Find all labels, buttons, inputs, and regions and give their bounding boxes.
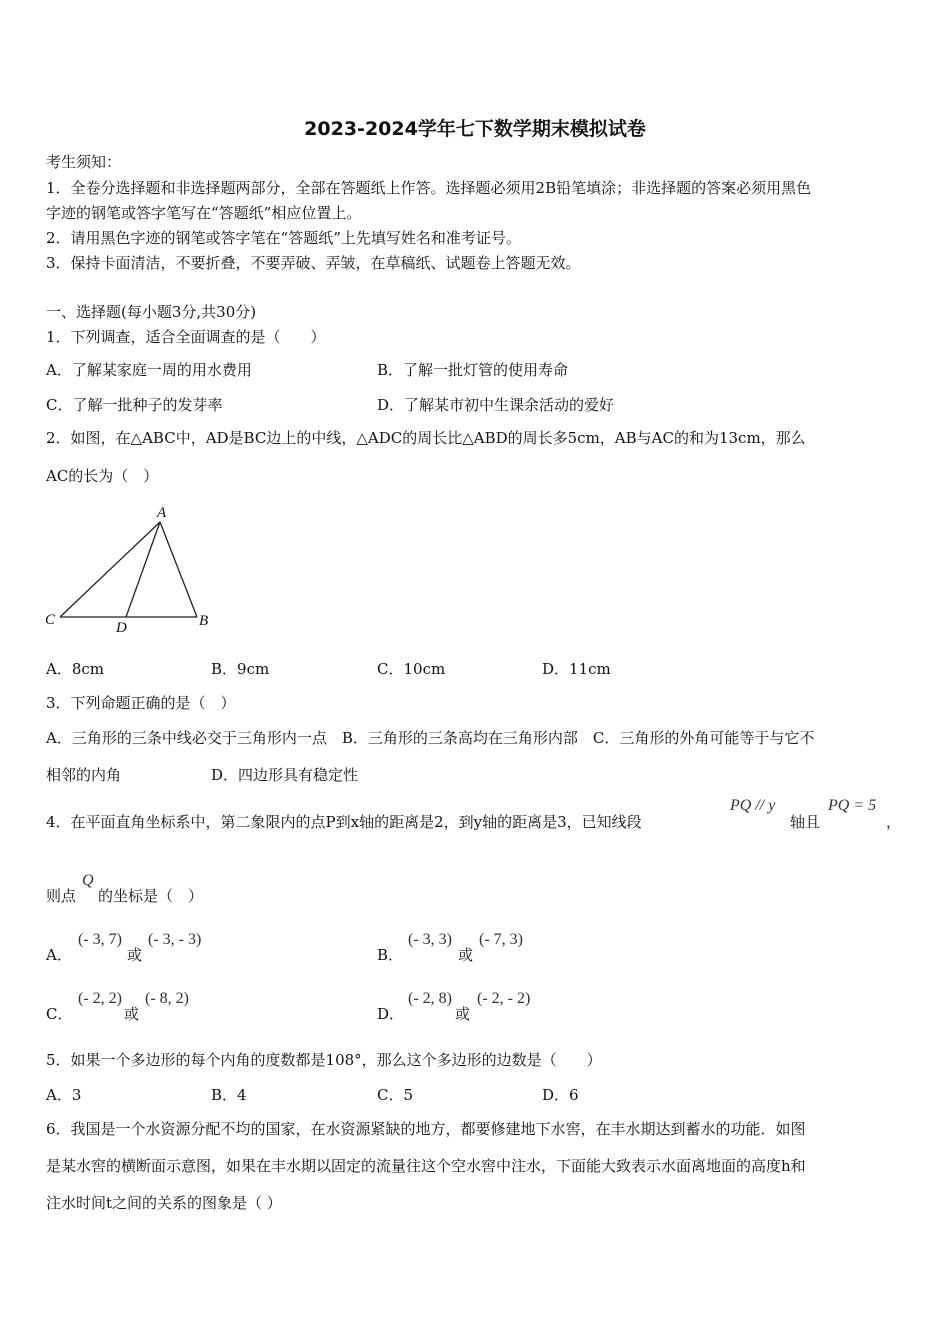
notice-line-3: 3．保持卡面清洁，不要折叠，不要弄破、弄皱，在草稿纸、试题卷上答题无效。	[46, 254, 581, 272]
q2-option-d: D．11cm	[542, 660, 611, 678]
q2-stem-line-2: AC的长为（ ）	[46, 467, 159, 485]
q4-stem-mid: 轴且	[790, 813, 821, 831]
q5-option-b: B．4	[211, 1086, 247, 1104]
q4-option-c-coord-1: (- 2, 2)	[78, 990, 122, 1007]
q2-option-b: B．9cm	[211, 660, 270, 678]
q6-stem-line-3: 注水时间t之间的关系的图象是（ ）	[46, 1194, 282, 1212]
q4-option-c-coord-2: (- 8, 2)	[145, 990, 189, 1007]
page-title: 2023-2024学年七下数学期末模拟试卷	[304, 118, 646, 140]
q4-option-a-coord-2: (- 3, - 3)	[148, 931, 202, 948]
q4-option-d-coord-1: (- 2, 8)	[408, 990, 452, 1007]
vertex-label-b: B	[199, 613, 209, 629]
q4-option-d-or: 或	[455, 1005, 471, 1023]
q4-stem-line-2a: 则点	[46, 887, 77, 905]
q4-option-d-coord-2: (- 2, - 2)	[477, 990, 531, 1007]
q3-options-line-1: A．三角形的三条中线必交于三角形内一点 B．三角形的三条高均在三角形内部 C．三角形的外角可能等于与它不	[46, 729, 815, 747]
q4-stem: 4．在平面直角坐标系中，第二象限内的点P到x轴的距离是2，到y轴的距离是3，已知线段	[46, 813, 642, 831]
q6-stem-line-2: 是某水窖的横断面示意图，如果在丰水期以固定的流量往这个空水窖中注水，下面能大致表示水面离地面的高度h和	[46, 1157, 806, 1175]
q5-option-d: D．6	[542, 1086, 579, 1104]
q4-stem-end: ，	[886, 813, 902, 831]
q4-option-c-label: C．	[46, 1005, 73, 1023]
q6-stem-line-1: 6．我国是一个水资源分配不均的国家，在水资源紧缺的地方，都要修建地下水窖，在丰水期达到蓄水的功能．如图	[46, 1120, 806, 1138]
vertex-label-d: D	[116, 620, 127, 636]
q4-option-b-label: B．	[377, 946, 404, 964]
q1-option-d: D．了解某市初中生课余活动的爱好	[377, 396, 615, 414]
q2-stem-line-1: 2．如图，在△ABC中，AD是BC边上的中线，△ADC的周长比△ABD的周长多5cm，AB与AC的和为13cm，那么	[46, 429, 806, 447]
q2-option-c: C．10cm	[377, 660, 446, 678]
q5-option-c: C．5	[377, 1086, 414, 1104]
q4-option-a-coord-1: (- 3, 7)	[78, 931, 122, 948]
q1-option-c: C．了解一批种子的发芽率	[46, 396, 223, 414]
q4-math-pq-length: PQ = 5	[828, 797, 877, 814]
notice-line-1-cont: 字迹的钢笔或答字笔写在“答题纸”相应位置上。	[46, 204, 362, 222]
q4-stem-line-2b: 的坐标是（ ）	[98, 887, 204, 905]
q2-option-a: A．8cm	[46, 660, 105, 678]
q3-stem: 3．下列命题正确的是（ ）	[46, 694, 236, 712]
q4-option-b-or: 或	[458, 946, 474, 964]
q3-options-line-2: 相邻的内角	[46, 766, 122, 784]
q4-option-b-coord-1: (- 3, 3)	[408, 931, 452, 948]
q4-math-pq-parallel: PQ // y	[730, 797, 776, 814]
q1-option-b: B．了解一批灯管的使用寿命	[377, 361, 569, 379]
q5-option-a: A．3	[46, 1086, 82, 1104]
vertex-label-c: C	[45, 612, 56, 628]
q4-option-d-label: D．	[377, 1005, 405, 1023]
notice-line-2: 2．请用黑色字迹的钢笔或答字笔在“答题纸”上先填写姓名和准考证号。	[46, 229, 521, 247]
q4-option-c-or: 或	[124, 1005, 140, 1023]
q4-option-b-coord-2: (- 7, 3)	[479, 931, 523, 948]
vertex-label-a: A	[157, 505, 167, 521]
q1-option-a: A．了解某家庭一周的用水费用	[46, 361, 252, 379]
q5-stem: 5．如果一个多边形的每个内角的度数都是108°，那么这个多边形的边数是（ ）	[46, 1051, 602, 1069]
q3-option-d: D．四边形具有稳定性	[211, 766, 359, 784]
q1-stem: 1．下列调查，适合全面调查的是（ ）	[46, 328, 326, 346]
section-heading: 一、选择题(每小题3分,共30分)	[46, 303, 257, 321]
notice-line-1: 1．全卷分选择题和非选择题两部分，全部在答题纸上作答。选择题必须用2B铅笔填涂；非选择题的答案必须用黑色	[46, 179, 812, 197]
q4-option-a-label: A．	[46, 946, 72, 964]
q4-point-q: Q	[82, 872, 94, 889]
q4-option-a-or: 或	[127, 946, 143, 964]
notice-heading: 考生须知：	[46, 153, 122, 171]
